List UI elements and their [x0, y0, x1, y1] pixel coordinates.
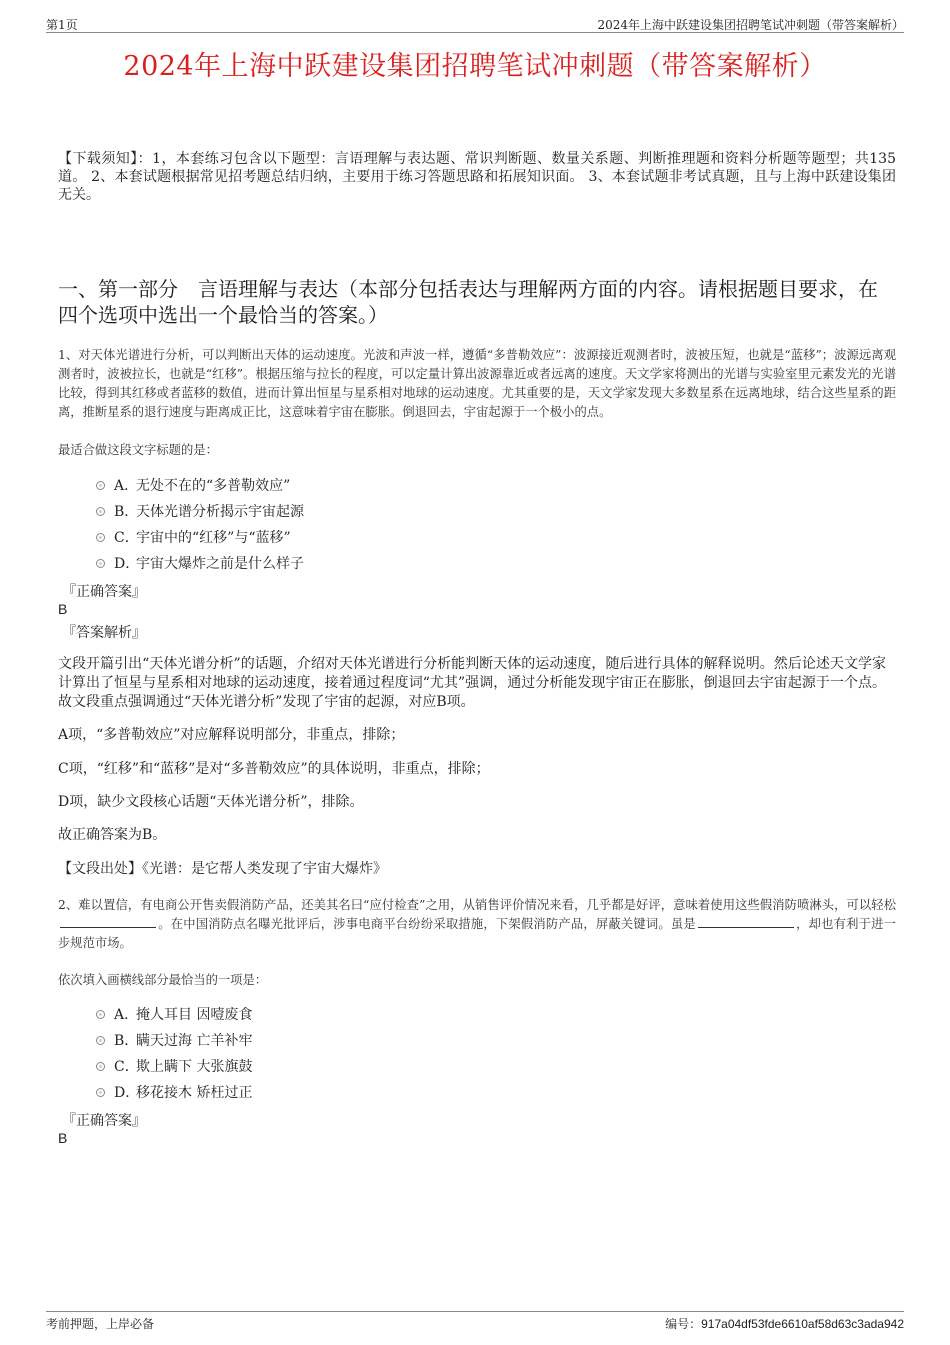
option-c[interactable]: C．欺上瞒下 大张旗鼓 [96, 1056, 796, 1082]
header-doc-title: 2024年上海中跃建设集团招聘笔试冲刺题（带答案解析） [597, 18, 904, 32]
page-footer [46, 1311, 904, 1334]
question-2-options [96, 1004, 796, 1108]
option-a[interactable]: A．无处不在的“多普勒效应” [96, 475, 796, 501]
page-number: 第1页 [46, 18, 78, 32]
analysis-option-a: A项，“多普勒效应”对应解释说明部分，非重点，排除； [58, 727, 405, 743]
radio-icon[interactable] [96, 481, 105, 490]
radio-icon[interactable] [96, 533, 105, 542]
correct-answer-value: B [58, 601, 68, 617]
correct-answer-value: B [58, 1130, 68, 1146]
option-b[interactable]: B．天体光谱分析揭示宇宙起源 [96, 501, 796, 527]
analysis-paragraph: 文段开篇引出“天体光谱分析”的话题，介绍对天体光谱进行分析能判断天体的运动速度，随后进行具体的解释说明。然后论述天文学家计算出了恒星与星系相对地球的运动速度，接着通过程度词“尤其”强调，通过分析能发现宇宙正在膨胀，倒退回去宇宙起源于一个点。故文段重点强调通过“天体光谱分析”发现了宇宙的起源，对应B项。 [58, 656, 886, 710]
radio-icon[interactable] [96, 559, 105, 568]
question-2-prompt: 依次填入画横线部分最恰当的一项是： [58, 973, 268, 987]
radio-icon[interactable] [96, 1036, 105, 1045]
question-1-prompt: 最适合做这段文字标题的是： [58, 443, 218, 457]
analysis-option-d: D项，缺少文段核心话题“天体光谱分析”，排除。 [58, 794, 364, 810]
fill-blank-2 [698, 915, 794, 928]
page-header [46, 14, 904, 33]
correct-answer-label: 『正确答案』 [62, 1113, 146, 1129]
text-source: 【文段出处】《光谱：是它帮人类发现了宇宙大爆炸》 [58, 861, 387, 877]
option-d[interactable]: D．移花接木 矫枉过正 [96, 1082, 796, 1108]
radio-icon[interactable] [96, 1062, 105, 1071]
option-b[interactable]: B．瞒天过海 亡羊补牢 [96, 1030, 796, 1056]
download-notice: 【下载须知】：1，本套练习包含以下题型：言语理解与表达题、常识判断题、数量关系题、判断推理题和资料分析题等题型；共135道。 2、本套试题根据常见招考题总结归纳，主要用于练习答题思路和拓展知识面。 3、本套试题非考试真题，且与上海中跃建设集团无关。 [58, 151, 896, 203]
radio-icon[interactable] [96, 1010, 105, 1019]
page-title: 2024年上海中跃建设集团招聘笔试冲刺题（带答案解析） [123, 51, 827, 82]
question-1-options [96, 475, 796, 579]
fill-blank-1 [60, 915, 156, 928]
footer-slogan: 考前押题，上岸必备 [46, 1317, 155, 1331]
radio-icon[interactable] [96, 1088, 105, 1097]
analysis-conclusion: 故正确答案为B。 [58, 827, 167, 843]
option-a[interactable]: A．掩人耳目 因噎废食 [96, 1004, 796, 1030]
option-d[interactable]: D．宇宙大爆炸之前是什么样子 [96, 553, 796, 579]
analysis-option-c: C项，“红移”和“蓝移”是对“多普勒效应”的具体说明，非重点，排除； [58, 761, 490, 777]
question-2-text: 2、难以置信，有电商公开售卖假消防产品，还美其名曰“应付检查”之用，从销售评价情况来看，几乎都是好评，意味着使用这些假消防喷淋头，可以轻松。在中国消防点名曝光批评后，涉事电商平台纷纷采取措施，下架假消防产品，屏蔽关键词。虽是 ，却也有利于进一步规范市场。 [58, 898, 896, 950]
option-c[interactable]: C．宇宙中的“红移”与“蓝移” [96, 527, 796, 553]
correct-answer-label: 『正确答案』 [62, 584, 146, 600]
radio-icon[interactable] [96, 507, 105, 516]
analysis-label: 『答案解析』 [62, 625, 146, 641]
document-code: 编号：917a04df53fde6610af58d63c3ada942 [665, 1317, 904, 1331]
section-heading: 一、第一部分 言语理解与表达（本部分包括表达与理解两方面的内容。请根据题目要求，在四个选项中选出一个最恰当的答案。） [58, 277, 878, 327]
question-1-text: 1、对天体光谱进行分析，可以判断出天体的运动速度。光波和声波一样，遵循“多普勒效应”：波源接近观测者时，波被压短，也就是“蓝移”；波源远离观测者时，波被拉长，也就是“红移”。根据压缩与拉长的程度，可以定量计算出波源靠近或者远离的速度。天文学家将测出的光谱与实验室里元素发光的光谱比较，得到其红移或者蓝移的数值，进而计算出恒星与星系相对地球的运动速度。尤其重要的是，天文学家发现大多数星系在远离地球，结合这些星系的距离，推断星系的退行速度与距离成正比，这意味着宇宙在膨胀。倒退回去，宇宙起源于一个极小的点。 [58, 348, 896, 419]
